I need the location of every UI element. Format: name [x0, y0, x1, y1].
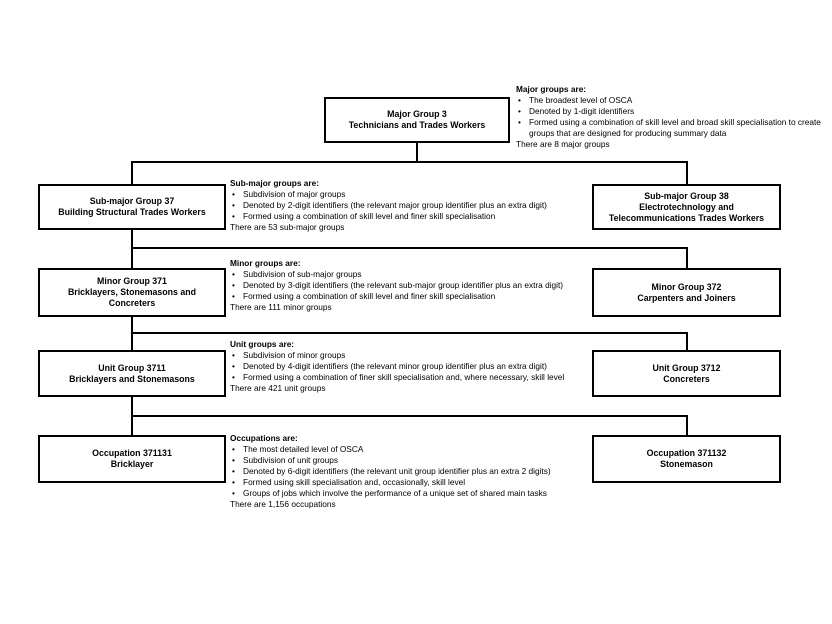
- box-subtitle: Bricklayers and Stonemasons: [69, 373, 195, 384]
- annotation-unit-groups: [230, 339, 612, 394]
- box-subtitle: Bricklayer: [110, 459, 154, 469]
- box-subtitle: Bricklayers, Stonemasons and: [67, 287, 197, 297]
- annotation-header: Minor groups are:: [230, 258, 301, 268]
- bullet-item: • The broadest level of OSCA: [516, 95, 828, 106]
- box-title: Unit Group 3712: [652, 362, 721, 373]
- annotation-footer: There are 111 minor groups: [230, 302, 332, 312]
- box-subtitle: Building Structural Trades Workers: [58, 207, 206, 217]
- box-major-group-3: [324, 97, 510, 143]
- annotation-footer: There are 1,156 occupations: [230, 499, 336, 509]
- bullet-item: • The most detailed level of OSCA: [230, 444, 612, 455]
- bullet-item: • Denoted by 4-digit identifiers (the relevant minor group identifier plus an extra digit): [230, 361, 612, 372]
- annotation-footer: There are 53 sub-major groups: [230, 222, 345, 232]
- annotation-header: Major groups are:: [516, 84, 587, 94]
- bullet-item: • Formed using a combination of skill level and finer skill specialisation: [230, 211, 612, 222]
- bullet-item: • Subdivision of unit groups: [230, 455, 612, 466]
- box-unit-group-3711: [38, 350, 226, 397]
- box-title: Minor Group 371: [97, 276, 167, 286]
- bullet-item: • Formed using a combination of skill level and finer skill specialisation: [230, 291, 612, 302]
- annotation-footer: There are 421 unit groups: [230, 383, 326, 393]
- bullet-item: • Denoted by 6-digit identifiers (the relevant unit group identifier plus an extra 2 digits): [230, 466, 612, 477]
- box-title: Unit Group 3711: [98, 362, 166, 373]
- annotation-header: Sub-major groups are:: [230, 178, 319, 188]
- annotation-major-groups: [516, 84, 828, 150]
- box-occupation-371131: [38, 435, 226, 483]
- bullet-item: • Formed using a combination of skill level and broad skill specialisation to create groups that are designed for producing summary data: [516, 117, 828, 139]
- bullet-item: • Denoted by 3-digit identifiers (the relevant sub-major group identifier plus an extra digit): [230, 280, 612, 291]
- annotation-bullet-list: [230, 269, 612, 302]
- bullet-item: • Subdivision of sub-major groups: [230, 269, 612, 280]
- box-subtitle: Telecommunications Trades Workers: [608, 212, 765, 223]
- box-sub-major-group-37: [38, 184, 226, 230]
- box-title: Occupation 371132: [646, 448, 727, 458]
- box-minor-group-372: [592, 268, 781, 317]
- box-minor-group-371: [38, 268, 226, 317]
- box-title: Minor Group 372: [651, 281, 722, 292]
- box-title: Sub-major Group 37: [89, 196, 175, 206]
- annotation-minor-groups: [230, 258, 612, 313]
- box-title: Major Group 3: [387, 109, 447, 119]
- box-sub-major-group-38: [592, 184, 781, 230]
- annotation-header: Unit groups are:: [230, 339, 295, 349]
- annotation-header: Occupations are:: [230, 433, 298, 443]
- bullet-item: • Denoted by 2-digit identifiers (the relevant major group identifier plus an extra digit): [230, 200, 612, 211]
- box-subtitle: Stonemason: [660, 459, 713, 469]
- box-subtitle: Electrotechnology and: [639, 201, 734, 212]
- annotation-bullet-list: [516, 95, 828, 139]
- annotation-occupations: [230, 433, 612, 510]
- bullet-item: • Groups of jobs which involve the performance of a unique set of shared main tasks: [230, 488, 612, 499]
- bullet-item: • Formed using skill specialisation and, occasionally, skill level: [230, 477, 612, 488]
- box-occupation-371132: [592, 435, 781, 483]
- annotation-bullet-list: [230, 444, 612, 499]
- box-subtitle: Concreters: [108, 298, 156, 308]
- annotation-bullet-list: [230, 189, 612, 222]
- box-unit-group-3712: [592, 350, 781, 397]
- bullet-item: • Subdivision of major groups: [230, 189, 612, 200]
- box-subtitle: Concreters: [663, 373, 710, 384]
- connector-unit-to-occupation: [131, 397, 688, 435]
- bullet-item: • Subdivision of minor groups: [230, 350, 612, 361]
- box-title: Occupation 371131: [92, 448, 172, 458]
- annotation-sub-major-groups: [230, 178, 612, 233]
- bullet-item: • Formed using a combination of finer skill specialisation and, where necessary, skill level: [230, 372, 612, 383]
- annotation-footer: There are 8 major groups: [516, 139, 610, 149]
- annotation-bullet-list: [230, 350, 612, 383]
- bullet-item: • Denoted by 1-digit identifiers: [516, 106, 828, 117]
- box-title: Sub-major Group 38: [644, 190, 729, 201]
- box-subtitle: Carpenters and Joiners: [637, 292, 736, 303]
- box-subtitle: Technicians and Trades Workers: [348, 120, 486, 130]
